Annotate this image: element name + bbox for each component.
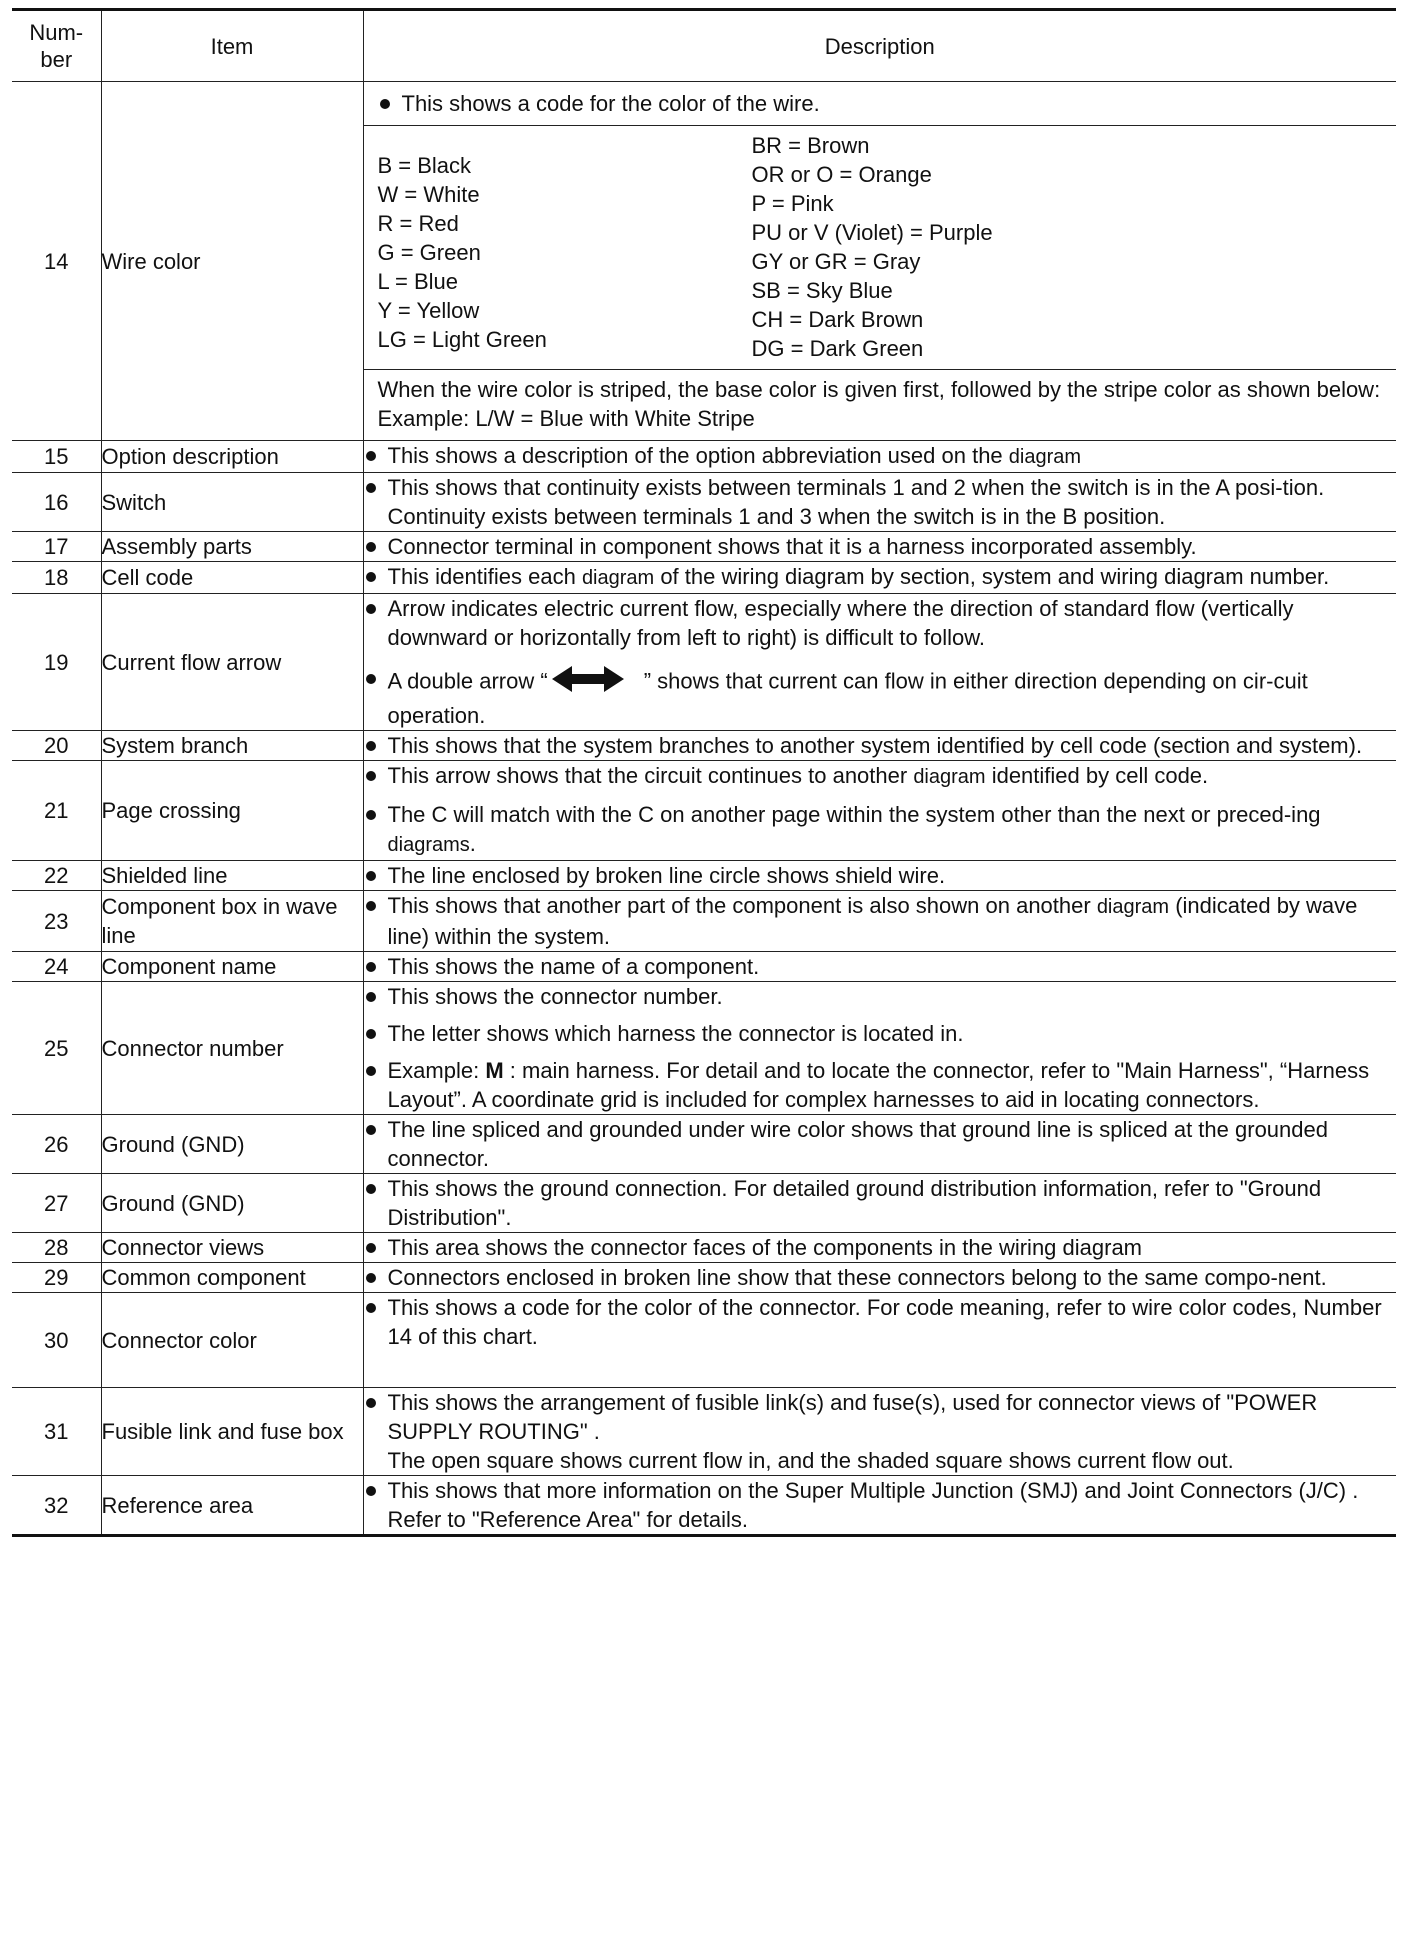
bullet-text-part: diagram bbox=[1008, 446, 1082, 468]
description-column-header: Description bbox=[363, 10, 1396, 82]
bullet-text-part: The C will match with the C on another page within the system other than the next or preced-ing bbox=[387, 802, 1321, 827]
table-row bbox=[12, 1293, 1396, 1388]
row-item: Switch bbox=[101, 473, 363, 532]
bullet-text: The line spliced and grounded under wire color shows that ground line is spliced at the grounded connector. bbox=[364, 1115, 1397, 1173]
row-number: 19 bbox=[12, 594, 101, 731]
wiring-diagram-legend-table bbox=[12, 8, 1396, 1537]
bullet-text-part: Example: bbox=[387, 1058, 486, 1083]
bullet-text: Arrow indicates electric current flow, especially where the direction of standard flow (vertically downward or horizontally from left to right) is difficult to follow. bbox=[364, 594, 1397, 652]
bullet-text bbox=[364, 1056, 1397, 1114]
table-row bbox=[12, 982, 1396, 1115]
color-code: R = Red bbox=[377, 211, 459, 236]
double-arrow-icon bbox=[552, 664, 624, 701]
row-description bbox=[363, 441, 1396, 473]
bullet-text-part: identified by cell code. bbox=[985, 763, 1209, 788]
table-row bbox=[12, 1388, 1396, 1476]
bullet-text: Connectors enclosed in broken line show that these connectors belong to the same compo-nent. bbox=[364, 1263, 1397, 1292]
table-row bbox=[12, 731, 1396, 761]
row-number: 21 bbox=[12, 761, 101, 861]
row-description bbox=[363, 861, 1396, 891]
row-item: Ground (GND) bbox=[101, 1115, 363, 1174]
row-number: 28 bbox=[12, 1233, 101, 1263]
table-row bbox=[12, 861, 1396, 891]
color-code: P = Pink bbox=[751, 191, 834, 216]
bullet-text: This area shows the connector faces of the components in the wiring diagram bbox=[364, 1233, 1397, 1262]
row-description bbox=[363, 891, 1396, 952]
row-number: 25 bbox=[12, 982, 101, 1115]
color-code: G = Green bbox=[377, 240, 481, 265]
row-number: 27 bbox=[12, 1174, 101, 1233]
row-number: 31 bbox=[12, 1388, 101, 1476]
bullet-text-part: A double arrow “ bbox=[387, 668, 548, 694]
table-row bbox=[12, 1263, 1396, 1293]
bullet-text-part: ” shows that current can flow in either direction depending on cir-cuit operation. bbox=[387, 668, 1308, 728]
row-description bbox=[363, 1174, 1396, 1233]
table-row bbox=[12, 891, 1396, 952]
table-row bbox=[12, 532, 1396, 562]
row-item: Component name bbox=[101, 952, 363, 982]
number-column-header bbox=[12, 10, 101, 82]
row-item: Wire color bbox=[101, 82, 363, 441]
color-code: Y = Yellow bbox=[377, 298, 480, 323]
bullet-text bbox=[364, 562, 1397, 593]
row-item: Connector color bbox=[101, 1293, 363, 1388]
row-description bbox=[363, 1115, 1396, 1174]
row-number: 17 bbox=[12, 532, 101, 562]
row-number: 20 bbox=[12, 731, 101, 761]
row-number: 29 bbox=[12, 1263, 101, 1293]
bullet-text bbox=[364, 761, 1397, 792]
bullet-text-part: diagrams bbox=[387, 834, 470, 856]
row-description bbox=[363, 82, 1396, 441]
bullet-text: This shows that continuity exists between terminals 1 and 2 when the switch is in the A posi-tion. Continuity exists between terminals 1 and 3 when the switch is in the B position. bbox=[364, 473, 1397, 531]
row-number: 30 bbox=[12, 1293, 101, 1388]
bullet-text-part: This shows the arrangement of fusible link(s) and fuse(s), used for connector views of "POWER SUPPLY ROUTING" . bbox=[387, 1390, 1318, 1444]
bullet-text: This shows a code for the color of the connector. For code meaning, refer to wire color codes, Number 14 of this chart. bbox=[364, 1293, 1397, 1351]
color-code: L = Blue bbox=[377, 269, 459, 294]
row-number: 14 bbox=[12, 82, 101, 441]
row-description bbox=[363, 594, 1396, 731]
bullet-text-part: This shows a description of the option abbreviation used on the bbox=[387, 443, 1009, 468]
number-header-line1: Num- bbox=[29, 20, 84, 45]
row-description bbox=[363, 473, 1396, 532]
row-description bbox=[363, 731, 1396, 761]
table-row bbox=[12, 1174, 1396, 1233]
bullet-text-part: This shows that another part of the component is also shown on another bbox=[387, 893, 1097, 918]
row-description bbox=[363, 761, 1396, 861]
row-description bbox=[363, 1293, 1396, 1388]
color-code: OR or O = Orange bbox=[751, 162, 932, 187]
bullet-text: This shows the ground connection. For detailed ground distribution information, refer to "Ground Distribution". bbox=[364, 1174, 1397, 1232]
table-row bbox=[12, 1476, 1396, 1536]
row-description bbox=[363, 1388, 1396, 1476]
bullet-text-part: The open square shows current flow in, and the shaded square shows current flow out. bbox=[387, 1448, 1234, 1473]
row-description bbox=[363, 1233, 1396, 1263]
harness-letter: M bbox=[485, 1058, 504, 1083]
row-number: 18 bbox=[12, 562, 101, 594]
bullet-text: This shows the name of a component. bbox=[364, 952, 1397, 981]
bullet-text: This shows that more information on the Super Multiple Junction (SMJ) and Joint Connectors (J/C) . Refer to "Reference Area" for details. bbox=[364, 1476, 1397, 1534]
color-code: GY or GR = Gray bbox=[751, 249, 921, 274]
wire-color-codes-left bbox=[378, 131, 752, 363]
table-row bbox=[12, 761, 1396, 861]
row-description bbox=[363, 952, 1396, 982]
row-item: System branch bbox=[101, 731, 363, 761]
row-description bbox=[363, 982, 1396, 1115]
bullet-text bbox=[364, 664, 1397, 730]
row-item: Cell code bbox=[101, 562, 363, 594]
bullet-text-part: : main harness. For detail and to locate the connector, refer to "Main Harness", “Harness Layout”. A coordinate grid is included for complex harnesses to aid in locating connectors. bbox=[387, 1058, 1370, 1112]
bullet-text-part: of the wiring diagram by section, system and wiring diagram number. bbox=[654, 564, 1330, 589]
color-code: SB = Sky Blue bbox=[751, 278, 893, 303]
bullet-text: This shows a code for the color of the wire. bbox=[378, 89, 1387, 118]
row-item: Option description bbox=[101, 441, 363, 473]
row-item: Ground (GND) bbox=[101, 1174, 363, 1233]
row-item: Common component bbox=[101, 1263, 363, 1293]
row-description bbox=[363, 562, 1396, 594]
table-row bbox=[12, 952, 1396, 982]
bullet-text: This shows that the system branches to another system identified by cell code (section and system). bbox=[364, 731, 1397, 760]
row-item: Component box in wave line bbox=[101, 891, 363, 952]
row-number: 22 bbox=[12, 861, 101, 891]
stripe-note bbox=[364, 370, 1397, 440]
bullet-text-part: diagram bbox=[1096, 896, 1170, 918]
bullet-text bbox=[364, 800, 1397, 860]
bullet-text: The letter shows which harness the connector is located in. bbox=[364, 1019, 1397, 1048]
color-code: BR = Brown bbox=[751, 133, 870, 158]
row-item: Current flow arrow bbox=[101, 594, 363, 731]
table-row bbox=[12, 473, 1396, 532]
wire-color-codes bbox=[364, 126, 1397, 370]
row-number: 32 bbox=[12, 1476, 101, 1536]
bullet-text-part: diagram bbox=[913, 766, 986, 788]
color-code: LG = Light Green bbox=[377, 327, 547, 352]
bullet-text: Connector terminal in component shows that it is a harness incorporated assembly. bbox=[364, 532, 1397, 561]
row-description bbox=[363, 532, 1396, 562]
table-row bbox=[12, 82, 1396, 441]
color-code: PU or V (Violet) = Purple bbox=[751, 220, 993, 245]
bullet-text-part: This arrow shows that the circuit continues to another bbox=[387, 763, 914, 788]
wire-color-codes-right bbox=[752, 131, 1387, 363]
bullet-text-part: (indicated by wave line) within the system. bbox=[387, 893, 1358, 949]
bullet-text-part: . bbox=[469, 831, 476, 856]
header-row bbox=[12, 10, 1396, 82]
row-item: Page crossing bbox=[101, 761, 363, 861]
row-item: Reference area bbox=[101, 1476, 363, 1536]
row-number: 23 bbox=[12, 891, 101, 952]
row-number: 24 bbox=[12, 952, 101, 982]
row-description bbox=[363, 1263, 1396, 1293]
table-row bbox=[12, 1233, 1396, 1263]
number-header-line2: ber bbox=[40, 47, 73, 72]
color-code: CH = Dark Brown bbox=[751, 307, 924, 332]
stripe-example: Example: L/W = Blue with White Stripe bbox=[377, 406, 755, 431]
row-number: 16 bbox=[12, 473, 101, 532]
color-code: W = White bbox=[377, 182, 480, 207]
row-item: Assembly parts bbox=[101, 532, 363, 562]
row-item: Fusible link and fuse box bbox=[101, 1388, 363, 1476]
row-item: Connector number bbox=[101, 982, 363, 1115]
color-code: DG = Dark Green bbox=[751, 336, 924, 361]
bullet-text bbox=[364, 441, 1397, 472]
row-item: Connector views bbox=[101, 1233, 363, 1263]
bullet-text bbox=[364, 891, 1397, 951]
bullet-text bbox=[364, 1388, 1397, 1475]
row-number: 26 bbox=[12, 1115, 101, 1174]
color-code: B = Black bbox=[377, 153, 472, 178]
row-number: 15 bbox=[12, 441, 101, 473]
table-row bbox=[12, 594, 1396, 731]
row-item: Shielded line bbox=[101, 861, 363, 891]
bullet-text: The line enclosed by broken line circle shows shield wire. bbox=[364, 861, 1397, 890]
item-column-header: Item bbox=[101, 10, 363, 82]
bullet-text-part: diagram bbox=[581, 567, 655, 589]
row-description bbox=[363, 1476, 1396, 1536]
table-row bbox=[12, 1115, 1396, 1174]
bullet-text: This shows the connector number. bbox=[364, 982, 1397, 1011]
table-row bbox=[12, 441, 1396, 473]
bullet-text-part: This identifies each bbox=[387, 564, 582, 589]
table-row bbox=[12, 562, 1396, 594]
stripe-note-text: When the wire color is striped, the base color is given first, followed by the stripe color as shown below: bbox=[377, 377, 1381, 402]
